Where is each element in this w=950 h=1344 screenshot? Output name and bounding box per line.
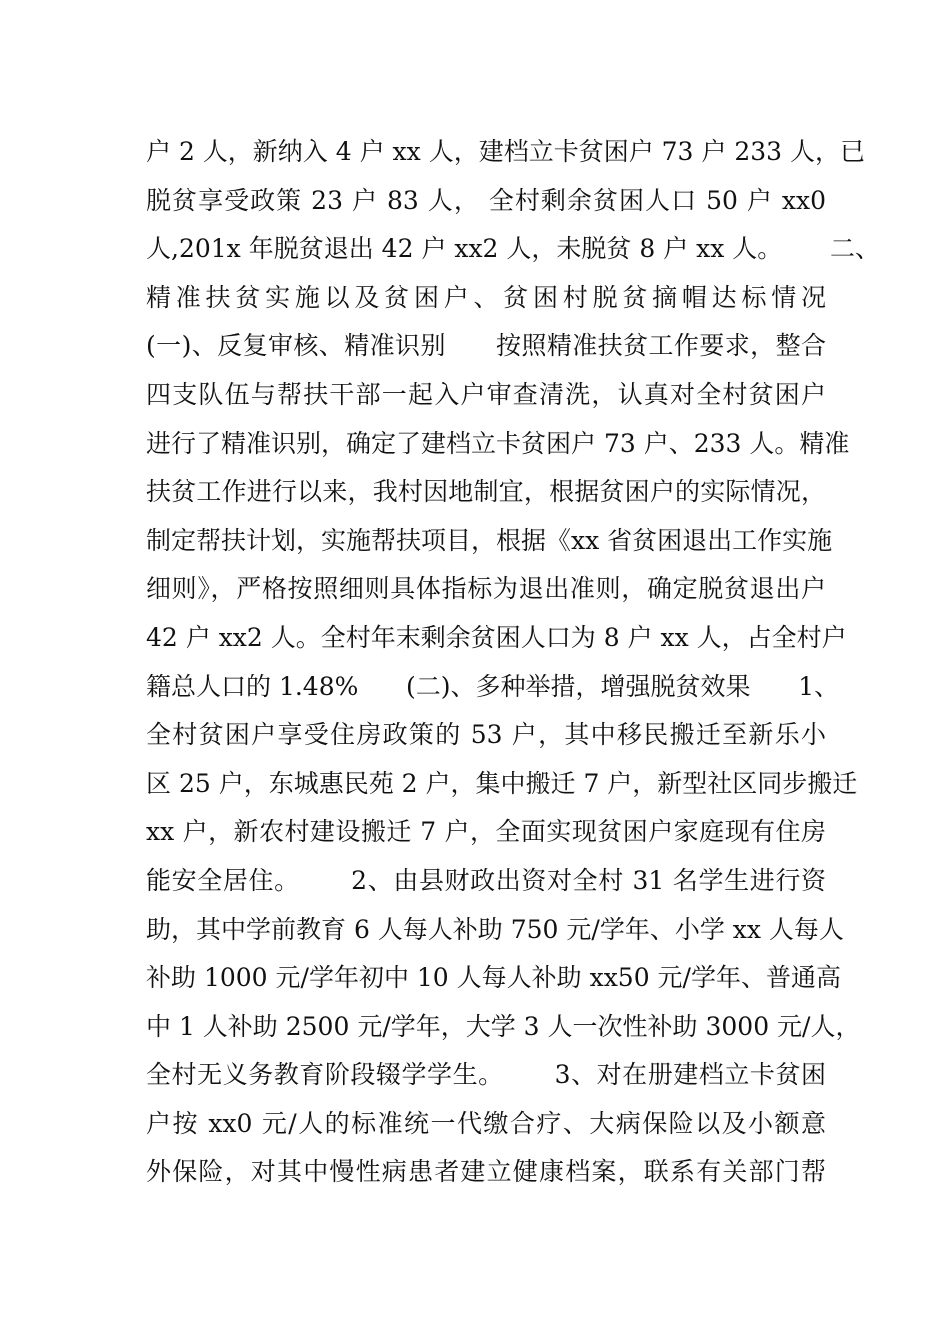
text-line: 能安全居住。 2、由县财政出资对全村 31 名学生进行资 [146,865,826,895]
text-line: 全村无义务教育阶段辍学学生。 3、对在册建档立卡贫困 [146,1060,826,1090]
text-line: 户 2 人，新纳入 4 户 xx 人，建档立卡贫困户 73 户 233 人，已 [146,137,866,166]
text-line: 脱贫享受政策 23 户 83 人， 全村剩余贫困人口 50 户 xx0 [146,185,826,215]
body-text [146,128,880,1197]
text-line: xx 户，新农村建设搬迁 7 户，全面实现贫困户家庭现有住房 [146,817,826,847]
text-line: 中 1 人补助 2500 元/学年，大学 3 人一次性补助 3000 元/人， [146,1011,861,1041]
text-line: 籍总人口的 1.48% (二)、多种举措，增强脱贫效果 1、 [146,671,840,701]
text-line: 人,201x 年脱贫退出 42 户 xx2 人，未脱贫 8 户 xx 人。 二、 [146,234,880,264]
text-line: 全村贫困户享受住房政策的 53 户，其中移民搬迁至新乐小 [146,720,826,750]
text-line: 助，其中学前教育 6 人每人补助 750 元/学年、小学 xx 人每人 [146,914,844,944]
text-line: 四支队伍与帮扶干部一起入户审查清洗，认真对全村贫困户 [146,379,826,409]
text-line: 精准扶贫实施以及贫困户、贫困村脱贫摘帽达标情况 [146,282,826,312]
text-line: 户按 xx0 元/人的标准统一代缴合疗、大病保险以及小额意 [146,1108,826,1138]
text-line: 区 25 户，东城惠民苑 2 户，集中搬迁 7 户，新型社区同步搬迁 [146,768,858,798]
text-line: 制定帮扶计划，实施帮扶项目，根据《xx 省贫困退出工作实施 [146,525,833,555]
text-line: 扶贫工作进行以来，我村因地制宜，根据贫困户的实际情况， [146,477,826,507]
text-line: 进行了精准识别，确定了建档立卡贫困户 73 户、233 人。精准 [146,428,850,458]
text-line: 补助 1000 元/学年初中 10 人每人补助 xx50 元/学年、普通高 [146,963,841,993]
text-line: (一)、反复审核、精准识别 按照精准扶贫工作要求，整合 [146,331,826,361]
text-line: 细则》，严格按照细则具体指标为退出准则，确定脱贫退出户 [146,574,826,604]
text-line: 42 户 xx2 人。全村年末剩余贫困人口为 8 户 xx 人，占全村户 [146,622,847,652]
text-line: 外保险，对其中慢性病患者建立健康档案，联系有关部门帮 [146,1157,826,1187]
